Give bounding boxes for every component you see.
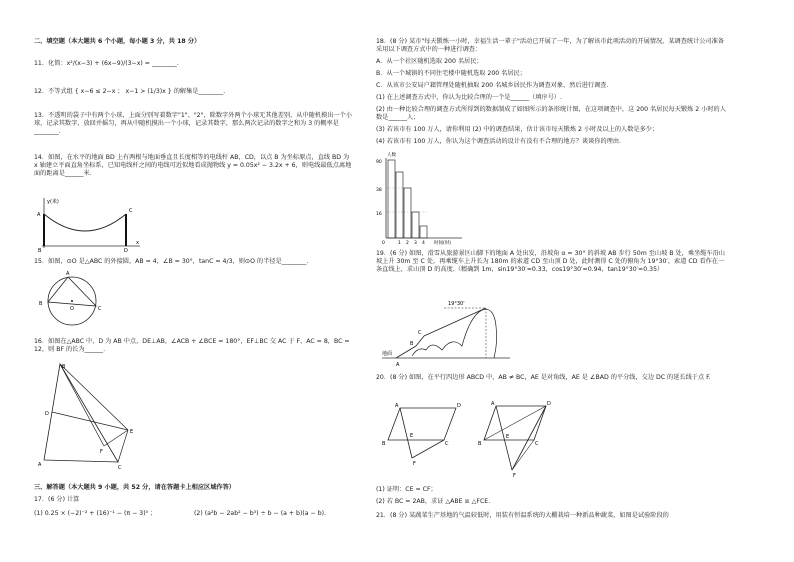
label-e: E [130,429,134,435]
label-f-1: F [413,461,416,467]
question-18-part1: (1) 在上述调查方式中，你认为比较合理的一个是______（填序号）. [376,94,562,101]
question-17-part2: (2) (a²b − 2ab² − b³) ÷ b − (a + b)(a − b). [194,510,327,517]
segment-be [60,364,128,430]
q16-triangle-figure [36,360,146,472]
question-19: 19．(6 分) 如图，滑雪从旅游景区山脚下的地面 A 处出发，沿坡角 α = 30° 的斜坡 AB 步行 50m 至山坡 B 处，乘坐缆车沿山坡上升 30m 至 C 处，再乘缆车上升长为 180m 的索道 CD 至山顶 D 处，此时测得 C 处的俯角为 19°30′，索道 CD 看作在一条直线上，求山顶 D 的高度.（精确到 1m，sin19°30′≈0.33，cos19°30′≈0.94，tan19°30′≈0.35） [376,250,725,273]
question-20-part1: (1) 证明：CE = CF； [376,486,437,493]
label-b: B [39,301,43,307]
label-angle: 19°30' [448,301,465,307]
q20-parallelogram-figures [382,400,562,480]
tick-0: 0 [382,241,385,246]
tick-3: 3 [414,241,417,246]
label-b-1: B [382,441,386,447]
label-e-1: E [410,433,414,439]
segment-cf-2 [512,440,534,470]
bisector-af-2 [496,406,512,470]
figure-1 [382,403,461,467]
left-column [34,0,394,562]
question-17-part1: (1) 0.25 × (−2)⁻² + (16)⁻¹ − (π − 3)⁰ ； [34,510,157,517]
center-o [71,300,73,302]
question-17: 17．(6 分) 计算 [34,496,80,503]
label-a-2: A [491,401,495,407]
label-y: y(米) [47,199,59,205]
bar-4-hours [420,226,427,238]
q18-bar-chart [376,150,468,246]
segment-fe [104,430,128,446]
label-a: A [66,271,70,277]
question-18-part2: (2) 由一种比较合理的调查方式所得到的数据制成了如图所示的条形统计图，在这项调查中，这 200 名居民每天锻炼 2 小时的人数是______人； [376,106,726,121]
cable-cd [424,308,486,336]
question-11: 11．化简：x²/(x−3) + (6x−9)/(3−x) = ________. [34,60,179,67]
tick-1: 1 [398,241,401,246]
label-b: B [62,364,66,370]
label-a: A [38,462,42,468]
label-d-2: D [547,401,551,407]
label-c: C [98,306,102,312]
label-b: B [410,341,414,347]
section3-title: 三、解答题（本大题共 9 小题，共 52 分，请在答题卡上相应区域作答） [34,484,235,491]
label-b-2: B [478,441,482,447]
label-f: F [100,449,103,455]
q14-parabola-figure [36,196,144,252]
question-18-option-a: A．从一个社区随机选取 200 名居民； [376,58,483,65]
label-e-2: E [506,434,510,440]
question-21: 21．(8 分) 某蔬菜生产基地的气温较低时，用装有恒温系统的大棚栽培一种新品种蔬菜，如图是试验阶段的 [376,512,669,519]
tick-4: 4 [422,241,425,246]
question-14: 14．如图，在水平的地面 BD 上有两根与地面垂直且长度相等的电线杆 AB，CD，以点 B 为坐标原点，直线 BD 为 x 轴建立平面直角坐标系，已知电线杆之间的电线可近似地看成抛物线 y = 0.05x² − 3.2x + 6，则电线最低点离地面的距离是______米. [34,154,352,177]
slope-ab [396,346,416,358]
parallelogram-abcd-1 [388,408,456,440]
question-18: 18．(8 分) 某市"每天锻炼一小时，幸福生活一辈子"活动已开展了一年，为了解该市此项活动的开展情况，某调查统计公司准备采用以下调查方式中的一种进行调查： [376,38,725,53]
question-20-part2: (2) 若 BC = 2AB，求证 △ABE ≌ △FCE. [376,498,491,505]
bar-0-hours [388,160,395,238]
label-a: A [37,212,41,218]
section2-title: 二、填空题（本大题共 6 个小题，每小题 3 分，共 18 分） [34,38,201,45]
tick-2: 2 [406,241,409,246]
question-18-option-c: C．从该市公安局户籍管理处随机抽取 200 名城乡居民作为调查对象，然后进行调查. [376,82,609,89]
label-d-1: D [457,403,461,409]
segment-bf [60,364,104,446]
question-13: 13．不透明的袋子中有两个小球，上面分别写着数字"1"、"2"，除数字外两个小球无其他差别，从中随机摸出一个小球，记录其数字，放回并摇匀，再从中随机摸出一个小球，记录其数字，那么两次记录的数字之和为 3 的概率是________. [34,112,352,135]
tick-90: 90 [376,160,382,165]
label-d: D [124,248,128,252]
mountain-outline [412,309,497,358]
label-c: C [129,208,133,214]
label-c: C [418,330,422,336]
tick-38: 38 [376,188,382,193]
label-c-1: C [445,441,449,447]
parabola-wire [44,214,126,231]
question-18-part4: (4) 若该市有 100 万人，你认为这个调查活动的设计有没有不合理的地方？谈谈你的理由. [376,138,622,145]
label-x: x [136,240,139,246]
figure-2 [478,401,551,479]
question-18-option-b: B．从一个城镇的不同住宅楼中随机选取 200 名居民； [376,70,526,77]
bar-3-hours [412,212,419,238]
question-12: 12．不等式组 { x−6 ≤ 2−x ； x−1 > (1/3)x } 的解集是________. [34,88,226,95]
label-f-2: F [513,473,516,479]
label-c: C [118,465,122,471]
bar-1-hour [396,172,403,238]
label-people: 人数 [387,153,396,158]
bar-2-hours [404,188,411,238]
label-o: O [70,306,74,312]
question-18-part3: (3) 若该市有 100 万人，请你利用 (2) 中的调查结果，估计该市每天锻炼 2 小时及以上的人数是多少； [376,126,659,133]
label-b: B [38,248,42,252]
q19-mountain-figure [382,296,522,368]
question-20: 20．(8 分) 如图，在平行四边形 ABCD 中，AB ≠ BC，AE 是对角线，AE 是 ∠BAD 的平分线，交边 DC 的延长线于点 F. [376,374,711,381]
segment-ce [118,430,128,462]
q15-circle-figure [34,268,104,330]
right-column [376,0,736,562]
label-a-1: A [395,403,399,409]
label-c-2: C [535,441,539,447]
label-time: 时间(时) [434,241,452,246]
slope-bc [416,336,424,346]
label-d: D [45,411,49,417]
label-ground: 地面 [382,351,393,357]
tick-16: 16 [376,212,382,217]
label-a: A [396,362,400,368]
question-15: 15．如图，⊙O 是△ABC 的外接圆，AB = 4，∠B = 30°，tanC = 4/3，则⊙O 的半径是________. [34,258,309,265]
question-16: 16．如图在△ABC 中，D 为 AB 中点，DE⊥AB，∠ACB + ∠BCE = 180°，EF⊥BC 交 AC 于 F，AC = 8，BC = 12，则 BF 的长为______. [34,338,350,353]
extension-cf-1 [412,440,444,458]
